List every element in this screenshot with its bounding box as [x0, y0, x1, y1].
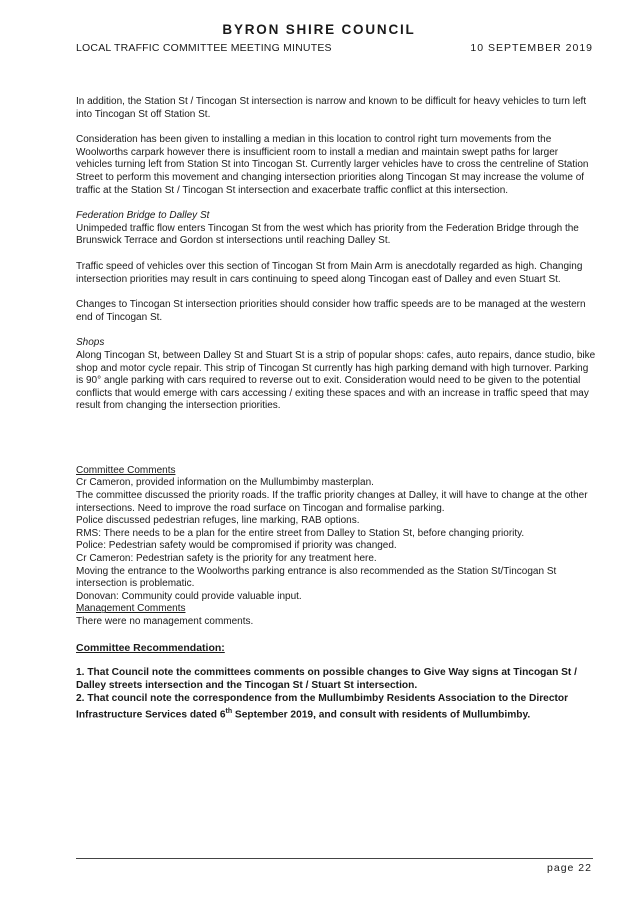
paragraph-unimpeded-flow: Unimpeded traffic flow enters Tincogan St from the west which has priority from the Federation Bridge through the Brunswick Terrace and Gordon st intersections until reaching Dalley St.: [76, 222, 579, 247]
recommendation-item-1: 1. That Council note the committees comments on possible changes to Give Way signs at Tincogan St / Dalley streets intersection and the Tincogan St / Stuart St intersection.: [76, 667, 577, 691]
committee-comment: Cr Cameron, provided information on the Mullumbimby masterplan.: [76, 477, 374, 489]
paragraph-median-consideration: Consideration has been given to installing a median in this location to control right turn movements from the Woolworths carpark however there is insufficient room to install a median and maintain swept paths for larger vehicles turning left from Station St into Tincogan St. Currently larger vehicles have to cross the centreline of Station Street to perform this movement and changing intersection priorities along Tincogan St may increase the volume of traffic at the Station St / Tincogan St intersection and exacerbate traffic conflict at this intersection.: [76, 134, 589, 196]
paragraph-priority-changes: Changes to Tincogan St intersection priorities should consider how traffic speeds are to be managed at the western end of Tincogan St.: [76, 299, 586, 323]
paragraph-shops: Along Tincogan St, between Dalley St and Stuart St is a strip of popular shops: cafes, auto repairs, dance studio, bike shop and motor cycle repair. This strip of Tincogan St currently has high parking demand with high turnover. Parking is 90° angle parking with cars required to reverse out to exit. Consideration would need to be given to the potential conflicts that would emerge with cars accessing / exiting these spaces and with an increase in traffic speed that may result from changing the intersection priorities.: [76, 349, 596, 412]
council-name: BYRON SHIRE COUNCIL: [222, 22, 416, 37]
committee-comment: Cr Cameron: Pedestrian safety is the priority for any treatment here.: [76, 553, 377, 565]
management-comments-text: There were no management comments.: [76, 616, 254, 627]
recommendation-item-2-text-end: September 2019, and consult with residents of Mullumbimby.: [232, 708, 531, 720]
section-heading-federation-bridge: Federation Bridge to Dalley St: [76, 210, 210, 222]
minutes-title: LOCAL TRAFFIC COMMITTEE MEETING MINUTES: [76, 42, 332, 54]
committee-comment: Donovan: Community could provide valuable input.: [76, 590, 302, 602]
ordinal-suffix: th: [225, 707, 233, 715]
section-heading-shops: Shops: [76, 337, 105, 349]
committee-comments-heading: Committee Comments: [76, 464, 176, 476]
committee-comment: Moving the entrance to the Woolworths parking entrance is also recommended as the Station St/Tincogan St intersection is problematic.: [76, 565, 557, 590]
footer-divider: [76, 858, 593, 859]
committee-comment: The committee discussed the priority roads. If the traffic priority changes at Dalley, it will have to change at the other intersections. Need to improve the road surface on Tincogan and formalise parking.: [76, 490, 588, 514]
paragraph-traffic-speed: Traffic speed of vehicles over this section of Tincogan St from Main Arm is anecdotally regarded as high. Changing intersection priorities may result in cars continuing to speed along Tincogan east of Dalley and even Stuart St.: [76, 260, 583, 285]
committee-comment: Police: Pedestrian safety would be compromised if priority was changed.: [76, 540, 397, 552]
management-comments-heading: Management Comments: [76, 603, 186, 615]
committee-comment: Police discussed pedestrian refuges, line marking, RAB options.: [76, 515, 360, 527]
document-body: [76, 96, 596, 722]
paragraph-station-intersection: In addition, the Station St / Tincogan St intersection is narrow and known to be difficult for heavy vehicles to turn left into Tincogan St off Station St.: [76, 96, 587, 120]
document-subheader: [76, 42, 593, 54]
meeting-date: 10 SEPTEMBER 2019: [470, 42, 593, 54]
recommendation-heading: Committee Recommendation:: [76, 641, 225, 654]
recommendation-item-2: [76, 693, 596, 722]
page-number: page 22: [547, 862, 592, 874]
recommendation-item-2-text: 2. That council note the correspondence from the Mullumbimby Residents Association to the Director Infrastructure Services dated 6: [76, 692, 569, 720]
committee-comment: RMS: There needs to be a plan for the entire street from Dalley to Station St, before changing priority.: [76, 527, 525, 539]
